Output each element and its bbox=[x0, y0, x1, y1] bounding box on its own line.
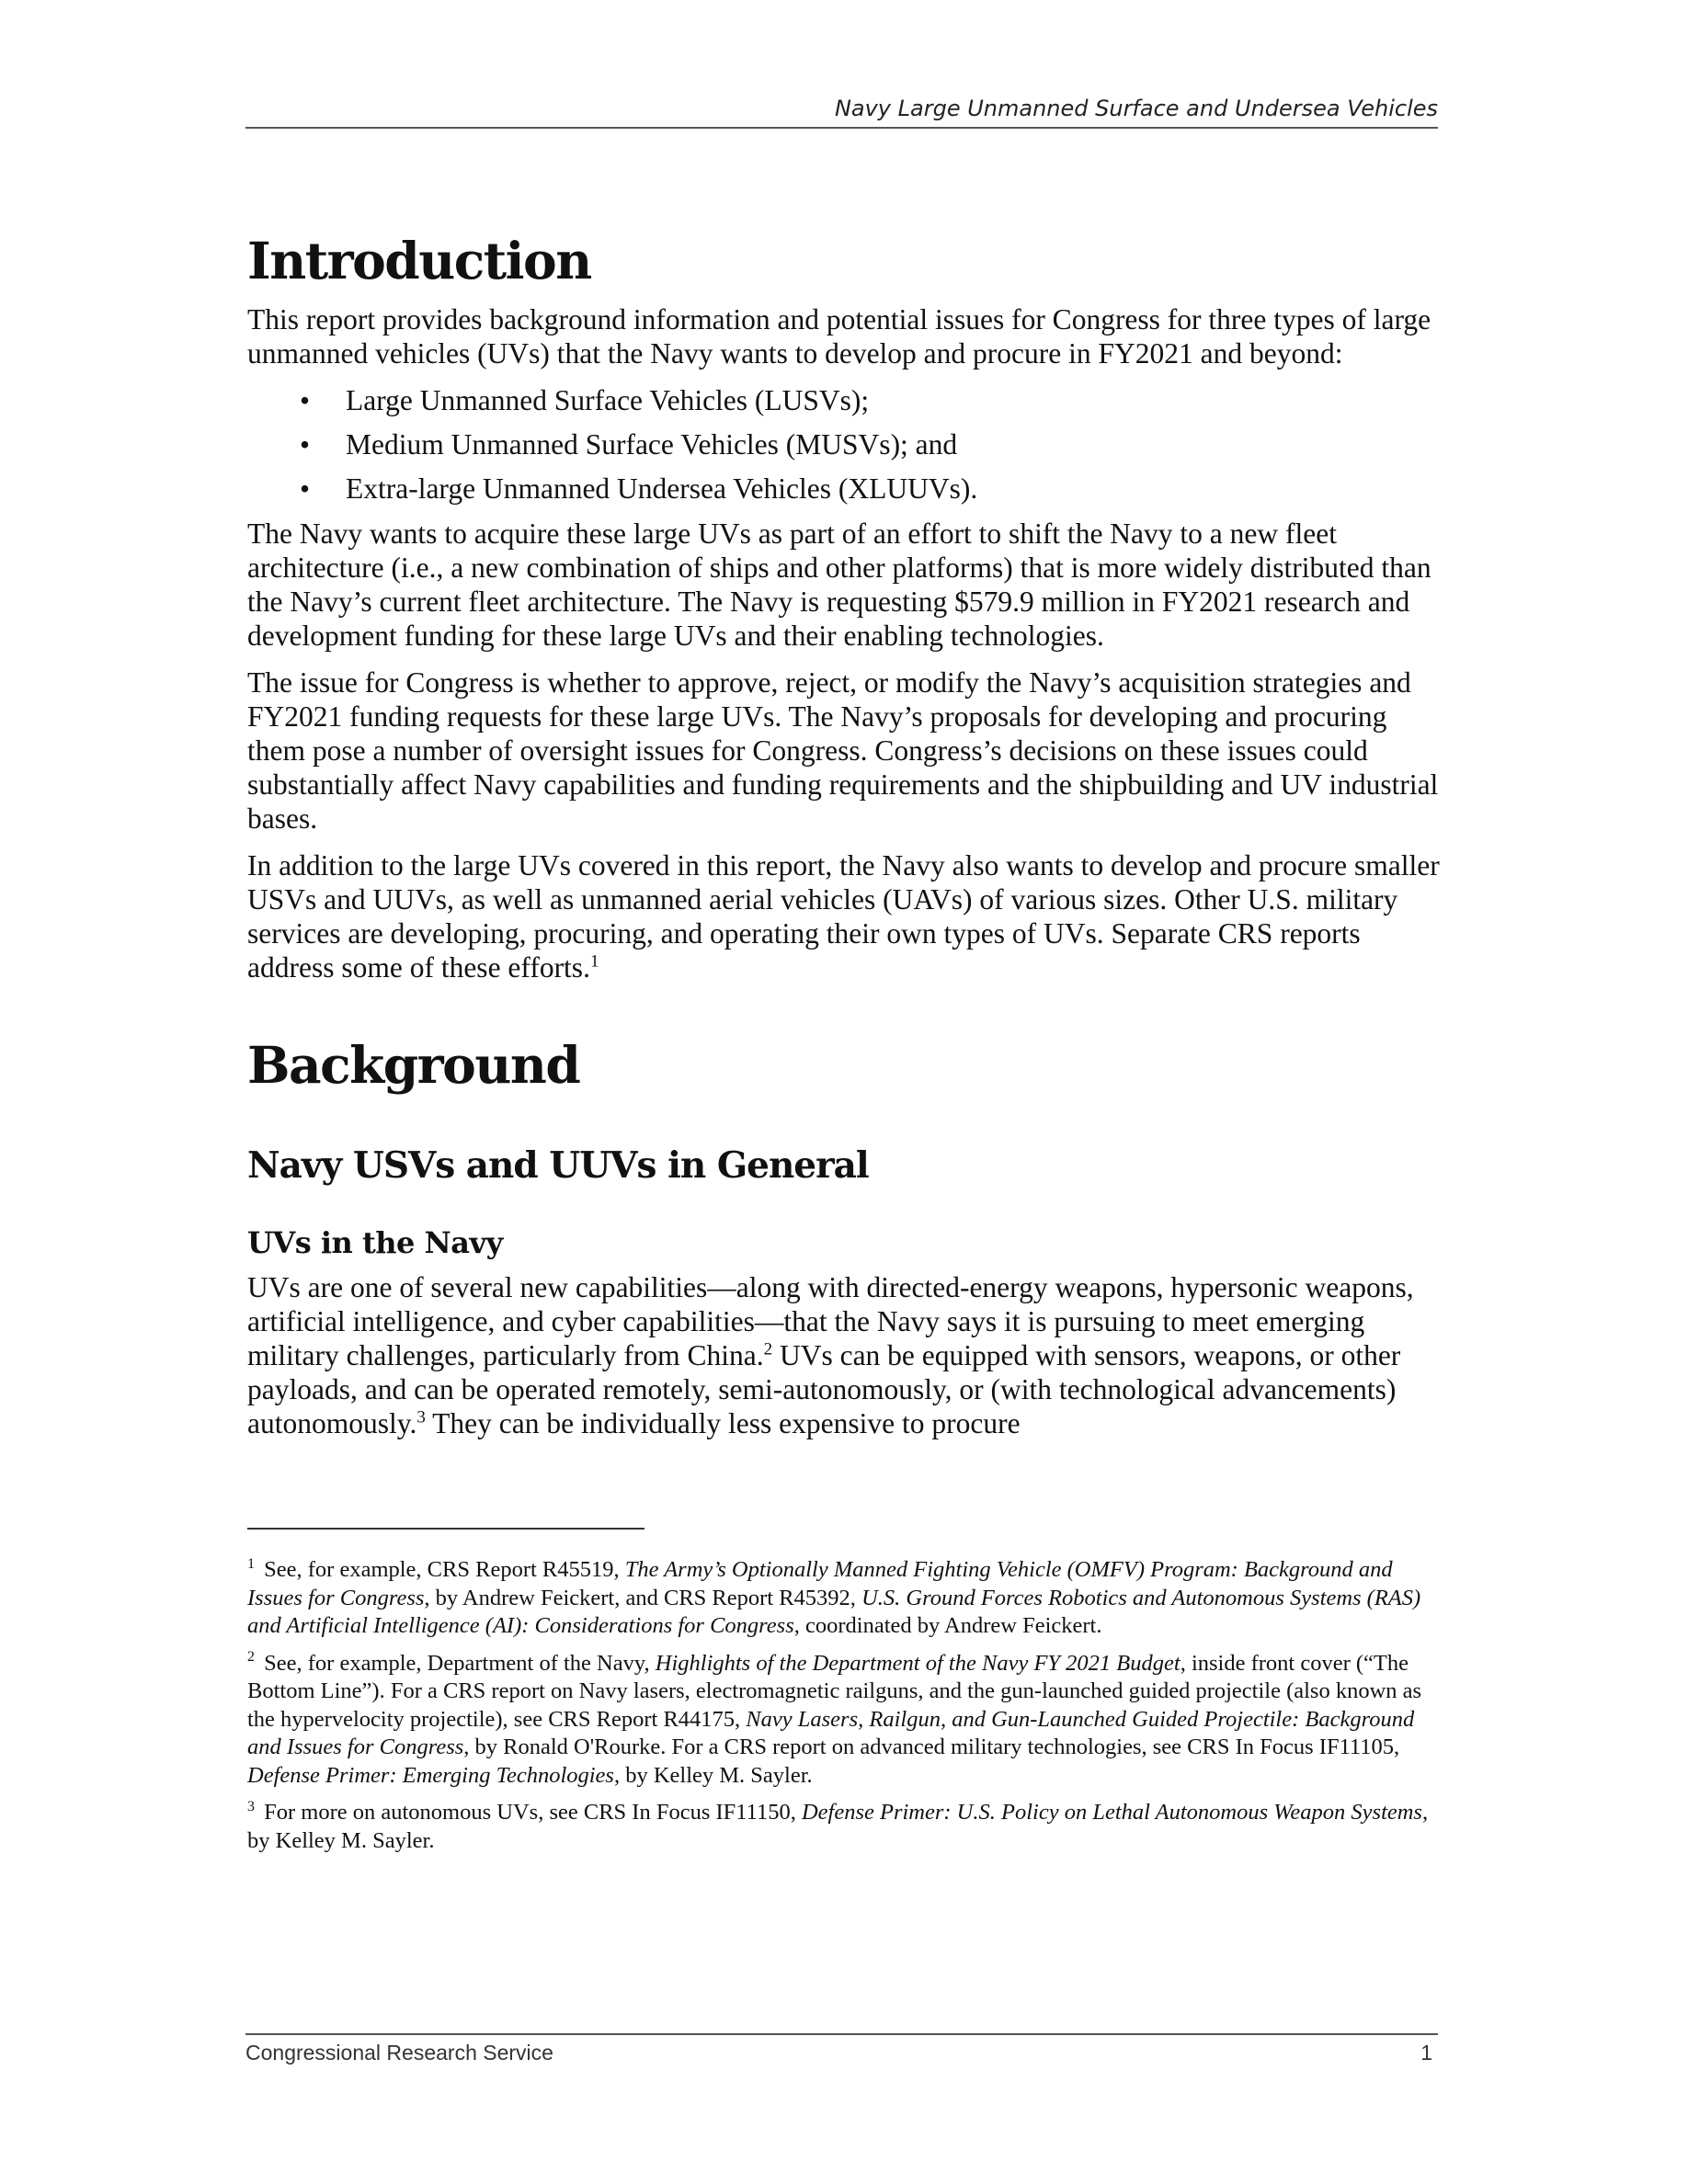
vehicle-type-list bbox=[247, 383, 1443, 506]
footnote-text: , inside front cover (“The Bottom Line”). For a CRS report on Navy lasers, electromagnetic railguns, and the gun-launched guided projectile (also known as the hypervelocity projectile), see CRS Report R44175, bbox=[247, 1650, 1422, 1732]
footnote-number: 3 bbox=[247, 1798, 255, 1814]
list-item-text: Large Unmanned Surface Vehicles (LUSVs); bbox=[346, 384, 870, 417]
footnote-text: , by Ronald O'Rourke. For a CRS report on advanced military technologies, see CRS In Focus IF11105, bbox=[463, 1735, 1400, 1759]
list-item bbox=[247, 472, 1443, 506]
footnote-divider bbox=[247, 1528, 644, 1530]
footnote-ref-3[interactable]: 3 bbox=[416, 1407, 426, 1428]
running-header: Navy Large Unmanned Surface and Undersea Vehicles bbox=[245, 96, 1438, 129]
paragraph-text: In addition to the large UVs covered in this report, the Navy also wants to develop and procure smaller USVs and UUVs, as well as unmanned aerial vehicles (UAVs) of various sizes. Other U.S. military services are developing, procuring, and operating their own types of UVs. Separate CRS reports address some of these efforts. bbox=[247, 849, 1440, 984]
paragraph-text: They can be individually less expensive to procure bbox=[425, 1406, 1021, 1439]
intro-paragraph-3: The issue for Congress is whether to approve, reject, or modify the Navy’s acquisition strategies and FY2021 funding requests for these large UVs. The Navy’s proposals for developing and procuring them pose a number of oversight issues for Congress. Congress’s decisions on these issues could substantially affect Navy capabilities and funding requirements and the shipbuilding and UV industrial bases. bbox=[247, 666, 1439, 836]
paragraph-text: UVs are one of several new capabilities—along with directed-energy weapons, hypersonic weapons, artificial intelligence, and cyber capabilities—that the Navy says it is pursuing to meet emerging military challenges, particularly from China. bbox=[247, 1270, 1414, 1371]
footnote-text: For more on autonomous UVs, see CRS In Focus IF11150, bbox=[258, 1800, 802, 1825]
cited-title: Highlights of the Department of the Navy FY 2021 Budget bbox=[655, 1650, 1180, 1676]
footnote-ref-1[interactable]: 1 bbox=[589, 951, 599, 972]
list-item-text: Medium Unmanned Surface Vehicles (MUSVs); and bbox=[346, 428, 958, 461]
footnote-number: 1 bbox=[247, 1555, 255, 1572]
list-item bbox=[247, 427, 1443, 461]
cited-title: Defense Primer: Emerging Technologies bbox=[247, 1762, 614, 1788]
bullet-icon: • bbox=[300, 428, 311, 461]
footnote-text: , coordinated by Andrew Feickert. bbox=[793, 1613, 1102, 1638]
cited-title: Navy Lasers, Railgun, and Gun-Launched Guided Projectile: Background and Issues for Congress bbox=[247, 1706, 1415, 1759]
intro-paragraph-2: The Navy wants to acquire these large UVs as part of an effort to shift the Navy to a new fleet architecture (i.e., a new combination of ships and other platforms) that is more widely distributed than the Navy’s current fleet architecture. The Navy is requesting $579.9 million in FY2021 research and development funding for these large UVs and their enabling technologies. bbox=[247, 518, 1431, 653]
list-item-text: Extra-large Unmanned Undersea Vehicles (XLUUVs). bbox=[346, 472, 978, 506]
footnote-2 bbox=[247, 1650, 1443, 1791]
list-item bbox=[247, 383, 1443, 417]
section-heading-background: Background bbox=[247, 1035, 580, 1096]
publisher-name: Congressional Research Service bbox=[245, 2041, 553, 2065]
footnote-3 bbox=[247, 1799, 1443, 1855]
footnotes bbox=[247, 1556, 1443, 1864]
intro-paragraph-4 bbox=[247, 848, 1443, 984]
footnote-text: , by Kelley M. Sayler. bbox=[247, 1800, 1429, 1853]
page-number: 1 bbox=[1420, 2041, 1432, 2065]
background-paragraph-1 bbox=[247, 1270, 1443, 1440]
footnote-1 bbox=[247, 1556, 1443, 1641]
footnote-text: See, for example, CRS Report R45519, bbox=[258, 1557, 625, 1582]
cited-title: U.S. Ground Forces Robotics and Autonomous Systems (RAS) and Artificial Intelligence (AI): Considerations for Congress bbox=[247, 1585, 1421, 1638]
footnote-text: See, for example, Department of the Navy, bbox=[258, 1650, 656, 1676]
intro-paragraph-1: This report provides background information and potential issues for Congress for three types of large unmanned vehicles (UVs) that the Navy wants to develop and procure in FY2021 and beyond: bbox=[247, 303, 1431, 370]
footnote-text: , by Andrew Feickert, and CRS Report R45392, bbox=[424, 1585, 862, 1610]
paragraph-text: UVs can be equipped with sensors, weapons, or other payloads, and can be operated remotely, semi-autonomously, or (with technological advancements) autonomously. bbox=[247, 1338, 1401, 1439]
bullet-icon: • bbox=[300, 384, 311, 417]
main-content bbox=[247, 221, 1443, 1453]
running-footer bbox=[245, 2033, 1438, 2065]
section-heading-introduction: Introduction bbox=[247, 231, 591, 290]
bullet-icon: • bbox=[300, 472, 311, 506]
cited-title: The Army’s Optionally Manned Fighting Vehicle (OMFV) Program: Background and Issues for Congress bbox=[247, 1557, 1393, 1610]
footnote-text: , by Kelley M. Sayler. bbox=[613, 1762, 813, 1788]
footnote-ref-2[interactable]: 2 bbox=[763, 1339, 773, 1359]
footnote-number: 2 bbox=[247, 1649, 255, 1666]
cited-title: Defense Primer: U.S. Policy on Lethal Autonomous Weapon Systems bbox=[801, 1800, 1422, 1825]
subsubsection-heading: UVs in the Navy bbox=[247, 1225, 503, 1261]
subsection-heading: Navy USVs and UUVs in General bbox=[247, 1143, 869, 1187]
